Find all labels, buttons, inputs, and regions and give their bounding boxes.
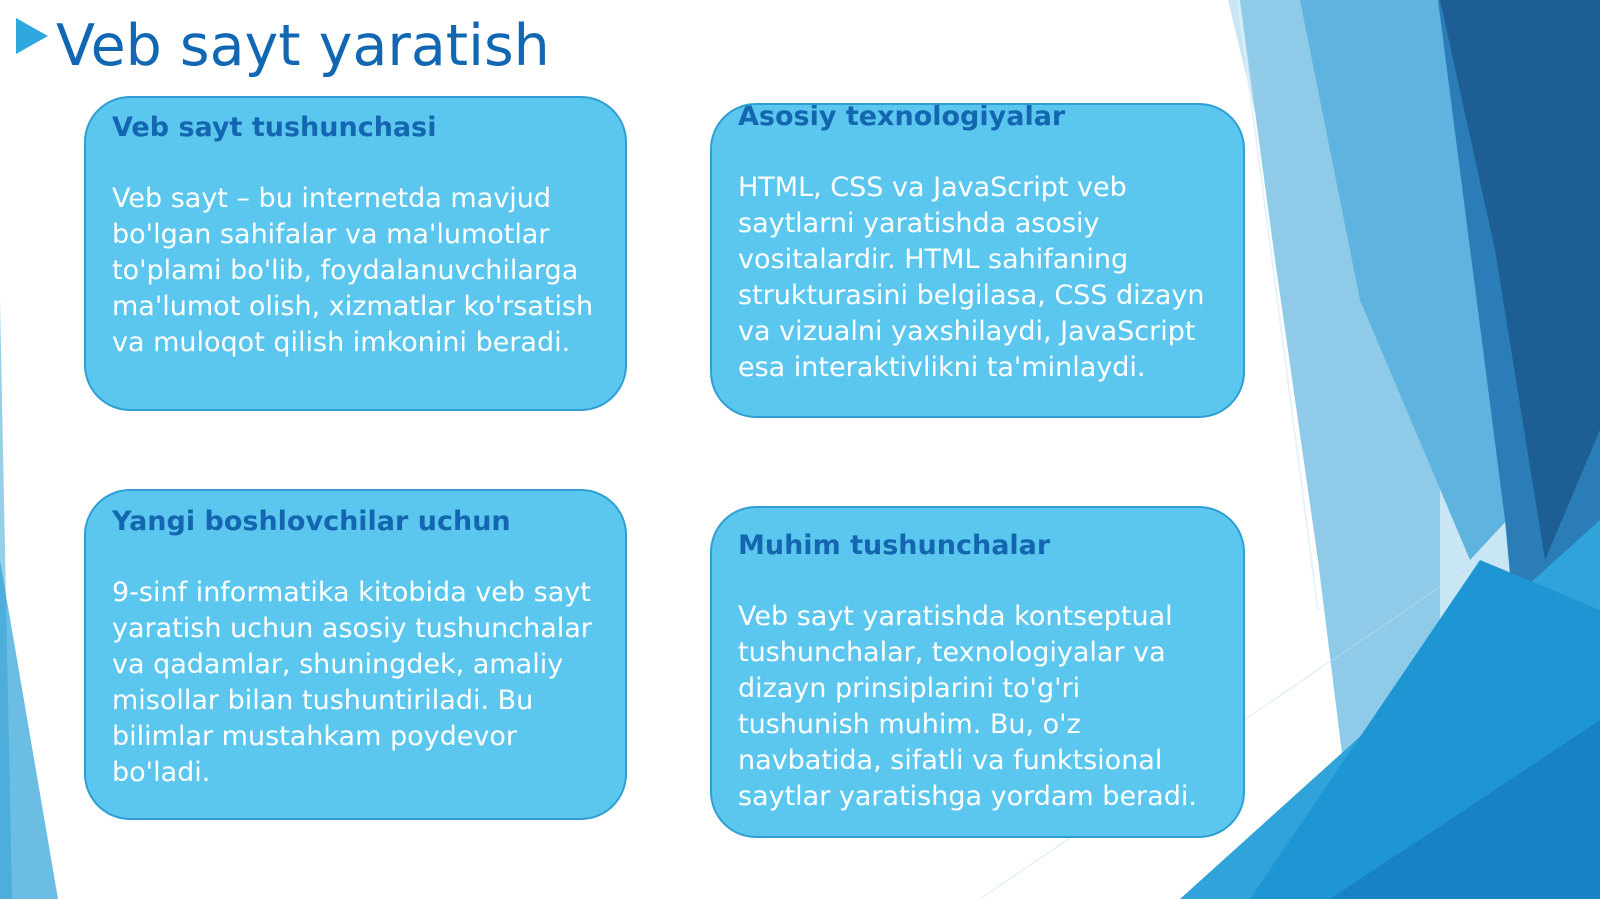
card-body: HTML, CSS va JavaScript veb saytlarni yaratishda asosiy vositalardir. HTML sahifaning strukturasini belgilasa, CSS dizayn va vizualni yaxshilaydi, JavaScript esa interaktivlikni ta'minlaydi. <box>738 172 1205 383</box>
card-heading: Yangi boshlovchilar uchun <box>112 506 511 537</box>
card-heading: Asosiy texnologiyalar <box>738 103 1066 132</box>
card-heading: Muhim tushunchalar <box>738 530 1051 561</box>
title-triangle-icon <box>16 18 48 54</box>
card-body: Veb sayt – bu internetda mavjud bo'lgan sahifalar va ma'lumotlar to'plami bo'lib, foydalanuvchilarga ma'lumot olish, xizmatlar ko'rsatish va muloqot qilish imkonini beradi. <box>112 183 594 358</box>
card-veb-sayt-tushunchasi <box>84 96 627 411</box>
card-asosiy-texnologiyalar <box>710 103 1245 418</box>
card-body: 9-sinf informatika kitobida veb sayt yaratish uchun asosiy tushunchalar va qadamlar, shuningdek, amaliy misollar bilan tushuntiriladi. Bu bilimlar mustahkam poydevor bo'ladi. <box>112 577 592 788</box>
card-muhim-tushunchalar <box>710 506 1245 838</box>
slide-title: Veb sayt yaratish <box>56 13 550 79</box>
card-yangi-boshlovchilar-uchun <box>84 489 627 820</box>
card-heading: Veb sayt tushunchasi <box>112 112 437 143</box>
card-body: Veb sayt yaratishda kontseptual tushunchalar, texnologiyalar va dizayn prinsiplarini to'g'ri tushunish muhim. Bu, o'z navbatida, sifatli va funktsional saytlar yaratishga yordam beradi. <box>738 601 1197 812</box>
